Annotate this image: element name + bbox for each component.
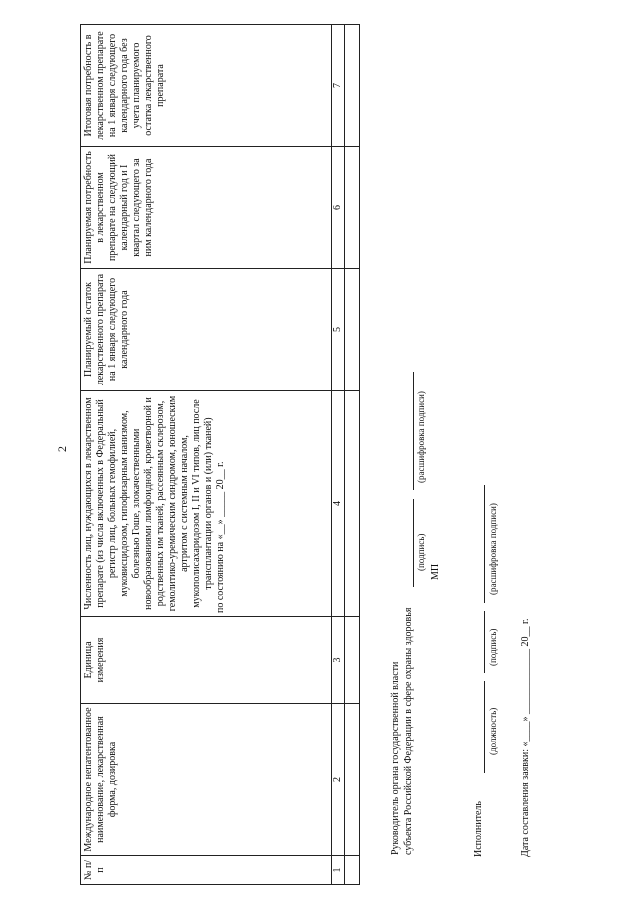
header-number: № п/п bbox=[81, 856, 332, 885]
header-patients-date: по состоянию на «__» _____ 20__ г. bbox=[215, 461, 226, 613]
executor-signature-line bbox=[484, 611, 485, 673]
column-number: 2 bbox=[332, 704, 345, 856]
claim-table bbox=[80, 24, 360, 885]
rotated-sheet bbox=[80, 25, 531, 885]
header-remaining: Планируемый остаток лекарственного препарата на 1 января следующего календарного года bbox=[81, 269, 332, 391]
page-number: 2 bbox=[55, 446, 69, 452]
head-decoding-label: (расшифровка подписи) bbox=[416, 391, 426, 483]
head-signature-label: (подпись) bbox=[416, 533, 426, 571]
column-number: 7 bbox=[332, 25, 345, 147]
table-header-row bbox=[81, 25, 332, 885]
executor-position-label: (должность) bbox=[488, 707, 498, 755]
empty-cell bbox=[345, 269, 360, 391]
column-number-row bbox=[332, 25, 345, 885]
empty-cell bbox=[345, 704, 360, 856]
header-patients-text: Численность лиц, нуждающихся в лекарственном препарате (из числа включенных в Федеральный регистр лиц, больных гемофилией, муковисцидозом, гипофизарным нанизмом, болезнью Гоше, злокачественными новообразованиями лимфоидной, кроветворной и родственных им тканей, рассеянным склерозом, гемолитико-уремическим синдромом, юношеским артритом с системным началом, мукополисахаридозом I, II и VI типов, лиц после трансплантации органов и (или) тканей) bbox=[83, 395, 214, 612]
empty-cell bbox=[345, 856, 360, 885]
empty-cell bbox=[345, 147, 360, 269]
executor-position-line bbox=[484, 681, 485, 773]
column-number: 1 bbox=[332, 856, 345, 885]
executor-decoding-line bbox=[484, 485, 485, 603]
header-unit: Единица измерения bbox=[81, 617, 332, 704]
head-signature-line bbox=[413, 499, 414, 587]
empty-cell bbox=[345, 25, 360, 147]
empty-row bbox=[345, 25, 360, 885]
column-number: 5 bbox=[332, 269, 345, 391]
executor-label: Исполнитель bbox=[473, 801, 484, 857]
column-number: 3 bbox=[332, 617, 345, 704]
executor-signature-label: (подпись) bbox=[488, 628, 498, 666]
stamp-label: МП bbox=[430, 563, 441, 580]
head-title-line2: субъекта Российской Федерации в сфере охраны здоровья bbox=[403, 607, 414, 855]
header-planned-need: Планируемая потребность в лекарственном препарате на следующий календарный год и I квартал следующего за ним календарного года bbox=[81, 147, 332, 269]
header-total-need: Итоговая потребность в лекарственном препарате на 1 января следующего календарного года без учета планируемого остатка лекарственного препарата bbox=[81, 25, 332, 147]
header-patients bbox=[81, 391, 332, 617]
column-number: 6 bbox=[332, 147, 345, 269]
empty-cell bbox=[345, 391, 360, 617]
claim-date: Дата составления заявки: «____» _____________ 20__ г. bbox=[520, 618, 531, 857]
column-number: 4 bbox=[332, 391, 345, 617]
empty-cell bbox=[345, 617, 360, 704]
header-inn: Международное непатентованное наименование, лекарственная форма, дозировка bbox=[81, 704, 332, 856]
head-decoding-line bbox=[413, 372, 414, 490]
executor-decoding-label: (расшифровка подписи) bbox=[488, 503, 498, 595]
head-title-line1: Руководитель органа государственной власти bbox=[390, 661, 401, 855]
